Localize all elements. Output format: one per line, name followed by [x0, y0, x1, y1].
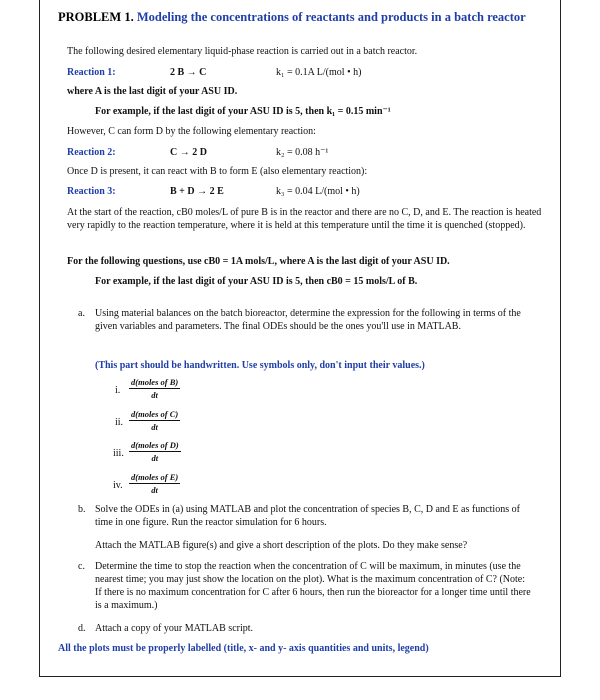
question-b-attach: Attach the MATLAB figure(s) and give a short description of the plots. Do they make sense?: [95, 540, 468, 551]
question-d-text: Attach a copy of your MATLAB script.: [95, 623, 254, 634]
question-a-text: Using material balances on the batch bioreactor, determine the expression for the following in terms of the given variables and parameters. The final ODEs should be the ones you'll use in MATLAB.: [95, 308, 521, 332]
start-paragraph: At the start of the reaction, cB0 moles/L of pure B is in the reactor and there are no C, D, and E. The reaction is heated very rapidly to the reaction temperature, where it is held at this temperature until the time it is quenched (stopped).: [67, 207, 542, 231]
ode-ii-number: ii.: [115, 417, 124, 428]
question-c-text: Determine the time to stop the reaction when the concentration of C will be maximum, in minutes (use the nearest time; you may just show the location on the plot). What is the maximum concentration of C? (Note: If there is no maximum concentration for C after 6 hours, then run the bioreactor for a longer time until there is a maximum.): [95, 561, 531, 611]
ode-iv-number: iv.: [113, 480, 123, 491]
question-a-note: (This part should be handwritten. Use symbols only, don't input their values.): [95, 360, 425, 371]
however-text: However, C can form D by the following elementary reaction:: [67, 126, 316, 137]
question-a-marker: a.: [78, 308, 85, 319]
ode-iii-number: iii.: [113, 448, 124, 459]
problem-title: PROBLEM 1. Modeling the concentrations of reactants and products in a batch reactor: [58, 10, 526, 24]
reaction1-label: Reaction 1:: [67, 67, 116, 78]
intro-text: The following desired elementary liquid-phase reaction is carried out in a batch reactor.: [67, 46, 418, 57]
once-text: Once D is present, it can react with B to form E (also elementary reaction):: [67, 166, 368, 177]
question-b-marker: b.: [78, 504, 86, 515]
reaction2-label: Reaction 2:: [67, 147, 116, 158]
ode-iii-fraction: d(moles of D) dt: [131, 440, 179, 463]
ode-i-fraction: d(moles of B) dt: [131, 377, 179, 400]
example2-text: For example, if the last digit of your ASU ID is 5, then cB0 = 15 mols/L of B.: [95, 276, 418, 287]
ode-iv-fraction: d(moles of E) dt: [131, 472, 179, 495]
reaction3-equation: B + D → 2 E: [170, 186, 224, 197]
reaction2-equation: C → 2 D: [170, 147, 207, 158]
reaction3-rate: k₃ = 0.04 L/(mol • h): [276, 186, 360, 197]
reaction3-label: Reaction 3:: [67, 186, 116, 197]
example1-text: For example, if the last digit of your ASU ID is 5, then k₁ = 0.15 min⁻¹: [95, 106, 391, 117]
following-text: For the following questions, use cB0 = 1A mols/L, where A is the last digit of your ASU ID.: [67, 256, 450, 267]
ode-ii-fraction: d(moles of C) dt: [131, 409, 179, 432]
reaction1-rate: k₁ = 0.1A L/(mol • h): [276, 67, 362, 78]
question-c-marker: c.: [78, 561, 85, 572]
ode-i-number: i.: [115, 385, 121, 396]
reaction1-equation: 2 B → C: [170, 67, 207, 78]
reaction2-rate: k₂ = 0.08 h⁻¹: [276, 147, 329, 158]
where-text: where A is the last digit of your ASU ID.: [67, 86, 238, 97]
footer-note: All the plots must be properly labelled (title, x- and y- axis quantities and units, legend): [58, 643, 429, 654]
question-b-text: Solve the ODEs in (a) using MATLAB and plot the concentration of species B, C, D and E as functions of time in one figure. Run the reactor simulation for 6 hours.: [95, 504, 520, 528]
question-d-marker: d.: [78, 623, 86, 634]
